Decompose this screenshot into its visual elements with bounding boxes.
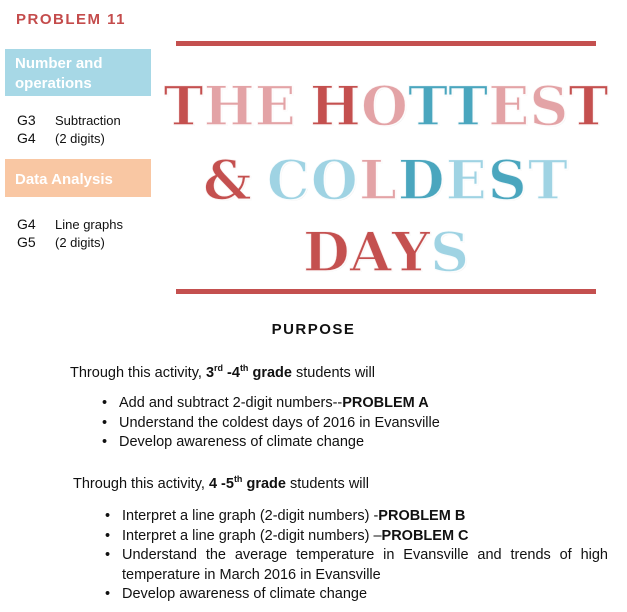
grade-label: G5 <box>17 234 36 250</box>
title-letter: D <box>302 220 350 284</box>
title-line-2 <box>160 150 612 210</box>
title-letter <box>296 76 310 136</box>
title-letter: D <box>397 148 446 212</box>
topic-data-analysis: Data Analysis <box>5 159 151 197</box>
title-letter: H <box>203 74 255 138</box>
title-letter: L <box>358 148 398 212</box>
title-letter: T <box>527 148 569 212</box>
title-top-rule <box>176 41 596 46</box>
title-letter: E <box>254 74 296 138</box>
skill-label: Subtraction <box>55 113 121 128</box>
list-item: • Add and subtract 2-digit numbers--PROBLEM A <box>102 394 522 414</box>
list-item: • Interpret a line graph (2-digit numbers) -PROBLEM B <box>105 507 608 527</box>
title-letter: E <box>488 74 530 138</box>
problem-label: PROBLEM 11 <box>16 11 127 28</box>
objective-list-4-5 <box>105 507 608 605</box>
purpose-heading: PURPOSE <box>271 321 356 338</box>
title-letter: T <box>568 74 609 138</box>
title-letter: T <box>448 74 489 138</box>
skill-label: Line graphs <box>55 217 123 232</box>
title-letter: H <box>309 74 361 138</box>
title-letter: S <box>487 148 528 212</box>
topic-number-operations: Number and operations <box>5 49 151 96</box>
grade-label: G3 <box>17 112 36 128</box>
intro-grades-3-4: Through this activity, 3rd -4th grade students will <box>70 363 375 381</box>
grade-label: G4 <box>17 130 36 146</box>
skill-label: (2 digits) <box>55 131 105 146</box>
skill-label: (2 digits) <box>55 235 105 250</box>
list-item: • Interpret a line graph (2-digit numbers) –PROBLEM C <box>105 527 608 547</box>
title-letter: S <box>430 220 470 284</box>
objective-list-3-4 <box>102 394 522 453</box>
intro-grades-4-5: Through this activity, 4 -5th grade students will <box>73 474 369 492</box>
title-letter: Y <box>391 220 431 284</box>
title-letter: O <box>360 74 408 138</box>
title-letter: A <box>349 220 392 284</box>
title-letter: T <box>407 74 449 138</box>
list-item: • Develop awareness of climate change <box>105 585 608 605</box>
title-bottom-rule <box>176 289 596 294</box>
grade-label: G4 <box>17 216 36 232</box>
title-letter: C <box>266 148 311 212</box>
title-letter: & <box>203 148 253 212</box>
list-item: • Develop awareness of climate change <box>102 433 522 453</box>
list-item: • Understand the coldest days of 2016 in Evansville <box>102 414 522 434</box>
title-letter: O <box>310 148 359 212</box>
title-line-3 <box>160 222 612 282</box>
title-letter: T <box>163 74 204 138</box>
title-letter <box>253 150 267 210</box>
title-letter: E <box>445 148 488 212</box>
title-line-1 <box>160 76 612 136</box>
title-letter: S <box>529 74 569 138</box>
list-item: • Understand the average temperature in Evansville and trends of high temperature in March 2016 in Evansville <box>105 546 608 585</box>
